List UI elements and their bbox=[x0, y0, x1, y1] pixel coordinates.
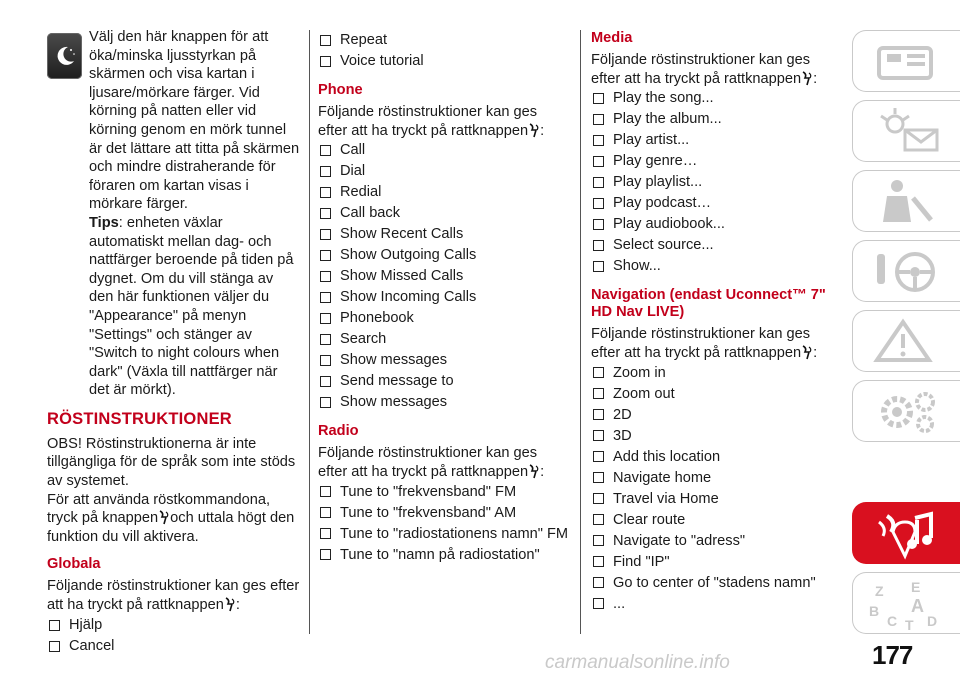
voice-button-icon bbox=[801, 345, 813, 360]
list-item bbox=[591, 172, 841, 193]
list-item bbox=[591, 130, 841, 151]
radio-intro bbox=[318, 444, 570, 481]
checkbox-bullet-icon bbox=[320, 355, 331, 366]
list-item bbox=[318, 329, 570, 350]
navigation-intro-text: Följande röstinstruktioner kan ges efter att ha tryckt på rattknappen bbox=[591, 326, 811, 361]
checkbox-bullet-icon bbox=[593, 535, 604, 546]
checkbox-bullet-icon bbox=[320, 145, 331, 156]
list-item-label: Show... bbox=[613, 258, 661, 275]
radio-list bbox=[318, 481, 570, 565]
svg-text:C: C bbox=[887, 613, 898, 629]
list-item bbox=[591, 109, 841, 130]
list-item-label: 2D bbox=[613, 406, 632, 423]
list-item-label: Play playlist... bbox=[613, 174, 703, 191]
list-item-label: Zoom in bbox=[613, 364, 666, 381]
checkbox-bullet-icon bbox=[320, 397, 331, 408]
checkbox-bullet-icon bbox=[593, 367, 604, 378]
list-item bbox=[591, 551, 841, 572]
tab-warning-lights[interactable] bbox=[852, 100, 960, 162]
list-item bbox=[318, 203, 570, 224]
phone-intro bbox=[318, 103, 570, 140]
list-item bbox=[591, 488, 841, 509]
list-item bbox=[591, 404, 841, 425]
column-3 bbox=[591, 30, 841, 614]
list-item bbox=[318, 308, 570, 329]
media-list bbox=[591, 88, 841, 277]
svg-text:T: T bbox=[905, 617, 914, 633]
list-item bbox=[591, 593, 841, 614]
list-item-label: ... bbox=[613, 595, 626, 612]
emergency-icon bbox=[867, 316, 947, 366]
checkbox-bullet-icon bbox=[593, 472, 604, 483]
svg-text:E: E bbox=[911, 579, 921, 595]
safety-airbag-icon bbox=[867, 176, 947, 226]
media-intro bbox=[591, 51, 841, 88]
checkbox-bullet-icon bbox=[593, 198, 604, 209]
list-item-label: Select source... bbox=[613, 237, 714, 254]
checkbox-bullet-icon bbox=[320, 208, 331, 219]
list-item bbox=[318, 266, 570, 287]
colon: : bbox=[540, 122, 545, 139]
list-item bbox=[318, 350, 570, 371]
list-item-label: Redial bbox=[340, 184, 382, 201]
checkbox-bullet-icon bbox=[593, 240, 604, 251]
list-item bbox=[318, 30, 570, 51]
list-item bbox=[591, 530, 841, 551]
list-item-label: Send message to bbox=[340, 373, 454, 390]
obs-note: OBS! Röstinstruktionerna är inte tillgängliga för de språk som inte stöds av systemet. bbox=[47, 435, 296, 490]
list-item-label: Tune to "namn på radiostation" bbox=[340, 546, 540, 563]
tab-safety[interactable] bbox=[852, 170, 960, 232]
night-mode-description: Välj den här knappen för att öka/minska ljusstyrkan på skärmen och visa kartan i ljusare/mörkare färger. Vid körning på natten eller vid körning genom en mörk tunnel är det lättare att titta på skärmen och mindre distraherande för föraren om kartan visas i mörkare färger. bbox=[89, 29, 300, 213]
list-item bbox=[591, 214, 841, 235]
list-item bbox=[318, 224, 570, 245]
column-2 bbox=[318, 30, 570, 565]
voice-button-icon bbox=[528, 464, 540, 479]
list-item-label: Go to center of "stadens namn" bbox=[613, 574, 816, 591]
checkbox-bullet-icon bbox=[320, 528, 331, 539]
checkbox-bullet-icon bbox=[320, 229, 331, 240]
colon: : bbox=[813, 344, 818, 361]
heading-media: Media bbox=[591, 30, 633, 46]
list-item bbox=[591, 446, 841, 467]
list-item bbox=[591, 425, 841, 446]
list-item bbox=[591, 572, 841, 593]
list-item-label: Dial bbox=[340, 163, 366, 180]
list-item-label: Show Outgoing Calls bbox=[340, 247, 477, 264]
checkbox-bullet-icon bbox=[320, 486, 331, 497]
checkbox-bullet-icon bbox=[593, 514, 604, 525]
list-item-label: Show Recent Calls bbox=[340, 226, 464, 243]
list-item-label: Tune to "radiostationens namn" FM bbox=[340, 525, 569, 542]
checkbox-bullet-icon bbox=[320, 334, 331, 345]
list-item bbox=[591, 509, 841, 530]
tips-paragraph bbox=[89, 214, 300, 400]
maintenance-gears-icon bbox=[867, 386, 947, 436]
list-item bbox=[591, 256, 841, 277]
page-number: 177 bbox=[872, 640, 913, 670]
media-intro-text: Följande röstinstruktioner kan ges efter att ha tryckt på rattknappen bbox=[591, 52, 811, 87]
checkbox-bullet-icon bbox=[320, 292, 331, 303]
voice-button-icon bbox=[224, 597, 236, 612]
list-item-label: Play the song... bbox=[613, 90, 714, 107]
list-item bbox=[318, 481, 570, 502]
svg-text:B: B bbox=[869, 603, 880, 619]
list-item-label: Tune to "frekvensband" FM bbox=[340, 483, 517, 500]
multimedia-icon bbox=[867, 508, 947, 563]
navigation-intro bbox=[591, 325, 841, 362]
list-item bbox=[591, 151, 841, 172]
list-item-label: Voice tutorial bbox=[340, 53, 424, 70]
list-item bbox=[318, 392, 570, 413]
colon: : bbox=[540, 463, 545, 480]
list-item bbox=[591, 193, 841, 214]
tab-starting-driving[interactable] bbox=[852, 240, 960, 302]
svg-text:Z: Z bbox=[875, 583, 884, 599]
navigation-list bbox=[591, 362, 841, 614]
list-item-label: Play podcast… bbox=[613, 195, 712, 212]
voice-button-icon bbox=[801, 71, 813, 86]
list-item bbox=[318, 544, 570, 565]
svg-text:D: D bbox=[927, 613, 938, 629]
list-item-label: Play genre… bbox=[613, 153, 698, 170]
list-item bbox=[318, 502, 570, 523]
voice-usage-paragraph bbox=[47, 491, 300, 547]
checkbox-bullet-icon bbox=[593, 156, 604, 167]
steering-wheel-icon bbox=[867, 246, 947, 296]
car-info-icon bbox=[867, 36, 947, 86]
heading-radio: Radio bbox=[318, 423, 359, 440]
list-item-label: Tune to "frekvensband" AM bbox=[340, 504, 517, 521]
list-item bbox=[591, 467, 841, 488]
colon: : bbox=[813, 70, 818, 87]
list-item-label: Navigate home bbox=[613, 469, 712, 486]
checkbox-bullet-icon bbox=[320, 166, 331, 177]
tab-emergency[interactable] bbox=[852, 310, 960, 372]
checkbox-bullet-icon bbox=[320, 271, 331, 282]
checkbox-bullet-icon bbox=[320, 313, 331, 324]
voice-usage-text-after: och uttala högt den funktion du vill aktivera. bbox=[47, 510, 295, 545]
heading-phone: Phone bbox=[318, 82, 363, 98]
checkbox-bullet-icon bbox=[593, 114, 604, 125]
list-item bbox=[318, 287, 570, 308]
list-item-label: Show Incoming Calls bbox=[340, 289, 477, 306]
tips-text: : enheten växlar automatiskt mellan dag- och nattfärger beroende på tiden på dygnet. Om du vill stänga av den här funktionen väljer du "Appearance" på menyn "Settings" och stänger av "Switch to night colours when dark" (Växla till nattfärger när det är mörkt). bbox=[89, 214, 294, 399]
checkbox-bullet-icon bbox=[320, 507, 331, 518]
svg-text:A: A bbox=[911, 596, 924, 616]
heading-global: Globala bbox=[47, 556, 101, 573]
checkbox-bullet-icon bbox=[593, 409, 604, 420]
list-item bbox=[591, 383, 841, 404]
voice-button-icon bbox=[158, 510, 170, 525]
list-item-label: Clear route bbox=[613, 511, 686, 528]
list-item-label: Show messages bbox=[340, 394, 448, 411]
warning-lights-icon bbox=[867, 106, 947, 156]
checkbox-bullet-icon bbox=[320, 549, 331, 560]
watermark: carmanualsonline.info bbox=[545, 652, 730, 673]
phone-list bbox=[318, 140, 570, 413]
checkbox-bullet-icon bbox=[593, 261, 604, 272]
list-item bbox=[318, 523, 570, 544]
list-item bbox=[591, 88, 841, 109]
list-item bbox=[318, 182, 570, 203]
checkbox-bullet-icon bbox=[593, 93, 604, 104]
checkbox-bullet-icon bbox=[593, 577, 604, 588]
list-item-label: Show Missed Calls bbox=[340, 268, 464, 285]
list-item-label: Travel via Home bbox=[613, 490, 719, 507]
global-intro-text: Följande röstinstruktioner kan ges efter att ha tryckt på rattknappen bbox=[47, 578, 300, 614]
list-item-label: Play audiobook... bbox=[613, 216, 725, 233]
tab-car-info[interactable] bbox=[852, 30, 960, 92]
list-item-label: Call back bbox=[340, 205, 401, 222]
heading-navigation: Navigation (endast Uconnect™ 7" HD Nav LIVE) bbox=[591, 287, 826, 321]
list-item-label: Find "IP" bbox=[613, 553, 670, 570]
radio-intro-text: Följande röstinstruktioner kan ges efter att ha tryckt på rattknappen bbox=[318, 445, 538, 480]
checkbox-bullet-icon bbox=[49, 620, 60, 631]
column-1 bbox=[47, 28, 300, 657]
voice-usage-text-before: För att använda röstkommandona, tryck på knappen bbox=[47, 491, 271, 527]
list-item bbox=[47, 615, 300, 636]
checkbox-bullet-icon bbox=[593, 219, 604, 230]
list-item bbox=[318, 161, 570, 182]
list-item bbox=[591, 362, 841, 383]
alphabetical-index-icon bbox=[867, 578, 947, 633]
checkbox-bullet-icon bbox=[593, 451, 604, 462]
list-item-label: Add this location bbox=[613, 448, 721, 465]
checkbox-bullet-icon bbox=[593, 177, 604, 188]
list-item-label: Navigate to "adress" bbox=[613, 532, 746, 549]
checkbox-bullet-icon bbox=[320, 35, 331, 46]
list-item-label: Phonebook bbox=[340, 310, 414, 327]
list-item bbox=[318, 51, 570, 72]
list-item bbox=[318, 371, 570, 392]
list-item bbox=[47, 636, 300, 657]
colon: : bbox=[235, 597, 240, 614]
global-intro bbox=[47, 577, 300, 614]
tips-label: Tips bbox=[89, 214, 119, 231]
checkbox-bullet-icon bbox=[593, 493, 604, 504]
list-item-label: Zoom out bbox=[613, 385, 675, 402]
list-item bbox=[318, 245, 570, 266]
list-item bbox=[591, 235, 841, 256]
checkbox-bullet-icon bbox=[593, 388, 604, 399]
tab-maintenance[interactable] bbox=[852, 380, 960, 442]
voice-button-icon bbox=[528, 123, 540, 138]
list-item-label: Search bbox=[340, 331, 387, 348]
list-item-label: Show messages bbox=[340, 352, 448, 369]
checkbox-bullet-icon bbox=[320, 56, 331, 67]
checkbox-bullet-icon bbox=[593, 430, 604, 441]
phone-intro-text: Följande röstinstruktioner kan ges efter att ha tryckt på rattknappen bbox=[318, 104, 538, 139]
checkbox-bullet-icon bbox=[593, 556, 604, 567]
checkbox-bullet-icon bbox=[593, 135, 604, 146]
global-list-continued bbox=[318, 30, 570, 72]
list-item-label: 3D bbox=[613, 427, 632, 444]
section-heading-voice-instructions: RÖSTINSTRUKTIONER bbox=[47, 409, 232, 428]
list-item-label: Cancel bbox=[69, 637, 115, 654]
global-list bbox=[47, 615, 300, 657]
tab-multimedia[interactable] bbox=[852, 502, 960, 564]
column-divider bbox=[309, 30, 310, 634]
checkbox-bullet-icon bbox=[320, 187, 331, 198]
list-item-label: Play the album... bbox=[613, 111, 722, 128]
checkbox-bullet-icon bbox=[593, 598, 604, 609]
column-divider bbox=[580, 30, 581, 634]
list-item bbox=[318, 140, 570, 161]
checkbox-bullet-icon bbox=[320, 250, 331, 261]
tab-index[interactable] bbox=[852, 572, 960, 634]
list-item-label: Play artist... bbox=[613, 132, 690, 149]
list-item-label: Repeat bbox=[340, 32, 388, 49]
list-item-label: Call bbox=[340, 142, 366, 159]
checkbox-bullet-icon bbox=[320, 376, 331, 387]
checkbox-bullet-icon bbox=[49, 641, 60, 652]
list-item-label: Hjälp bbox=[69, 616, 103, 633]
